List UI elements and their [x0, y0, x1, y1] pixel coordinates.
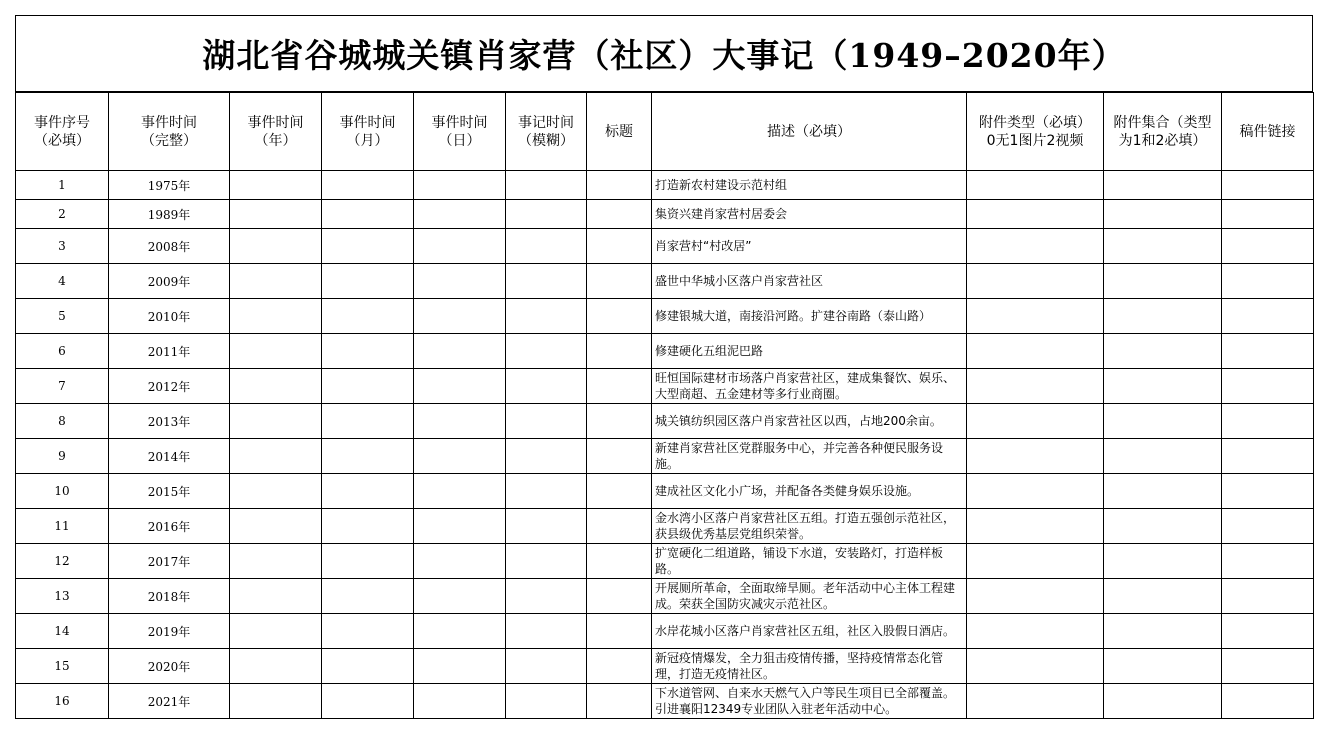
link-cell[interactable]: [1222, 684, 1314, 719]
description-cell[interactable]: 旺恒国际建材市场落户肖家营社区，建成集餐饮、娱乐、大型商超、五金建材等多行业商圈。: [652, 369, 967, 404]
fuzzy-time-cell[interactable]: [506, 404, 587, 439]
day-cell[interactable]: [414, 229, 506, 264]
year-cell[interactable]: [230, 404, 322, 439]
attachment-type-cell[interactable]: [967, 200, 1104, 229]
attachment-set-cell[interactable]: [1104, 229, 1222, 264]
events-table: [15, 92, 1314, 719]
header-cell: 附件类型（必填） 0无1图片2视频: [967, 93, 1104, 171]
description-cell[interactable]: 集资兴建肖家营村居委会: [652, 200, 967, 229]
description-cell[interactable]: 盛世中华城小区落户肖家营社区: [652, 264, 967, 299]
attachment-set-cell[interactable]: [1104, 264, 1222, 299]
table-row: [16, 229, 1314, 264]
description-cell[interactable]: 下水道管网、自来水天燃气入户等民生项目已全部覆盖。引进襄阳12349专业团队入驻老年活动中心。: [652, 684, 967, 719]
table-row: [16, 171, 1314, 200]
attachment-set-cell[interactable]: [1104, 299, 1222, 334]
table-row: [16, 264, 1314, 299]
attachment-type-cell[interactable]: [967, 369, 1104, 404]
year-cell[interactable]: [230, 544, 322, 579]
table-row: [16, 684, 1314, 719]
year-cell[interactable]: [230, 509, 322, 544]
title-cell[interactable]: [587, 474, 652, 509]
title-cell[interactable]: [587, 579, 652, 614]
link-cell[interactable]: [1222, 509, 1314, 544]
link-cell[interactable]: [1222, 649, 1314, 684]
day-cell[interactable]: [414, 200, 506, 229]
attachment-set-cell[interactable]: [1104, 614, 1222, 649]
table-row: [16, 404, 1314, 439]
header-cell: 事件时间 （日）: [414, 93, 506, 171]
year-cell[interactable]: [230, 264, 322, 299]
fuzzy-time-cell[interactable]: [506, 649, 587, 684]
attachment-set-cell[interactable]: [1104, 544, 1222, 579]
event-time-cell[interactable]: 2018年: [109, 579, 230, 614]
day-cell[interactable]: [414, 684, 506, 719]
day-cell[interactable]: [414, 579, 506, 614]
month-cell[interactable]: [322, 229, 414, 264]
description-cell[interactable]: 修建硬化五组泥巴路: [652, 334, 967, 369]
title-cell[interactable]: [587, 369, 652, 404]
fuzzy-time-cell[interactable]: [506, 684, 587, 719]
title-cell[interactable]: [587, 439, 652, 474]
event-number-cell[interactable]: 8: [16, 404, 109, 439]
event-time-cell[interactable]: 2008年: [109, 229, 230, 264]
description-cell[interactable]: 新建肖家营社区党群服务中心，并完善各种便民服务设施。: [652, 439, 967, 474]
attachment-set-cell[interactable]: [1104, 200, 1222, 229]
event-number-cell[interactable]: 16: [16, 684, 109, 719]
event-time-cell[interactable]: 2013年: [109, 404, 230, 439]
month-cell[interactable]: [322, 264, 414, 299]
attachment-type-cell[interactable]: [967, 299, 1104, 334]
table-row: [16, 649, 1314, 684]
year-cell[interactable]: [230, 299, 322, 334]
header-cell: 事件序号 （必填）: [16, 93, 109, 171]
event-time-cell[interactable]: 2017年: [109, 544, 230, 579]
day-cell[interactable]: [414, 439, 506, 474]
month-cell[interactable]: [322, 614, 414, 649]
event-time-cell[interactable]: 2011年: [109, 334, 230, 369]
attachment-type-cell[interactable]: [967, 404, 1104, 439]
attachment-type-cell[interactable]: [967, 544, 1104, 579]
month-cell[interactable]: [322, 200, 414, 229]
month-cell[interactable]: [322, 544, 414, 579]
table-row: [16, 544, 1314, 579]
event-number-cell[interactable]: 3: [16, 229, 109, 264]
month-cell[interactable]: [322, 334, 414, 369]
header-cell: 事记时间 （模糊）: [506, 93, 587, 171]
fuzzy-time-cell[interactable]: [506, 369, 587, 404]
day-cell[interactable]: [414, 509, 506, 544]
title-cell[interactable]: [587, 509, 652, 544]
event-time-cell[interactable]: 1989年: [109, 200, 230, 229]
table-row: [16, 614, 1314, 649]
day-cell[interactable]: [414, 369, 506, 404]
event-time-cell[interactable]: 2009年: [109, 264, 230, 299]
event-number-cell[interactable]: 11: [16, 509, 109, 544]
month-cell[interactable]: [322, 404, 414, 439]
link-cell[interactable]: [1222, 544, 1314, 579]
attachment-set-cell[interactable]: [1104, 439, 1222, 474]
link-cell[interactable]: [1222, 229, 1314, 264]
table-row: [16, 200, 1314, 229]
title-cell[interactable]: [587, 229, 652, 264]
link-cell[interactable]: [1222, 404, 1314, 439]
fuzzy-time-cell[interactable]: [506, 264, 587, 299]
description-cell[interactable]: 开展厕所革命，全面取缔旱厕。老年活动中心主体工程建成。荣获全国防灾减灾示范社区。: [652, 579, 967, 614]
attachment-type-cell[interactable]: [967, 171, 1104, 200]
attachment-set-cell[interactable]: [1104, 369, 1222, 404]
page-title: 湖北省谷城城关镇肖家营（社区）大事记（1949–2020年）: [15, 15, 1313, 92]
title-cell[interactable]: [587, 649, 652, 684]
year-cell[interactable]: [230, 474, 322, 509]
link-cell[interactable]: [1222, 439, 1314, 474]
header-cell: 稿件链接: [1222, 93, 1314, 171]
fuzzy-time-cell[interactable]: [506, 299, 587, 334]
month-cell[interactable]: [322, 299, 414, 334]
link-cell[interactable]: [1222, 299, 1314, 334]
fuzzy-time-cell[interactable]: [506, 579, 587, 614]
event-time-cell[interactable]: 2016年: [109, 509, 230, 544]
table-row: [16, 334, 1314, 369]
fuzzy-time-cell[interactable]: [506, 544, 587, 579]
year-cell[interactable]: [230, 614, 322, 649]
title-cell[interactable]: [587, 334, 652, 369]
year-cell[interactable]: [230, 229, 322, 264]
event-time-cell[interactable]: 2015年: [109, 474, 230, 509]
attachment-set-cell[interactable]: [1104, 171, 1222, 200]
attachment-type-cell[interactable]: [967, 229, 1104, 264]
header-cell: 事件时间 （月）: [322, 93, 414, 171]
description-cell[interactable]: 修建银城大道，南接沿河路。扩建谷南路（泰山路）: [652, 299, 967, 334]
header-cell: 事件时间 （完整）: [109, 93, 230, 171]
day-cell[interactable]: [414, 544, 506, 579]
fuzzy-time-cell[interactable]: [506, 614, 587, 649]
year-cell[interactable]: [230, 334, 322, 369]
day-cell[interactable]: [414, 334, 506, 369]
link-cell[interactable]: [1222, 334, 1314, 369]
day-cell[interactable]: [414, 614, 506, 649]
year-cell[interactable]: [230, 171, 322, 200]
description-cell[interactable]: 新冠疫情爆发，全力狙击疫情传播，坚持疫情常态化管理，打造无疫情社区。: [652, 649, 967, 684]
day-cell[interactable]: [414, 264, 506, 299]
day-cell[interactable]: [414, 474, 506, 509]
event-time-cell[interactable]: 2010年: [109, 299, 230, 334]
header-cell: 附件集合（类型 为1和2必填）: [1104, 93, 1222, 171]
fuzzy-time-cell[interactable]: [506, 171, 587, 200]
table-row: [16, 299, 1314, 334]
event-number-cell[interactable]: 14: [16, 614, 109, 649]
title-cell[interactable]: [587, 614, 652, 649]
year-cell[interactable]: [230, 439, 322, 474]
title-cell[interactable]: [587, 544, 652, 579]
year-cell[interactable]: [230, 200, 322, 229]
event-time-cell[interactable]: 2014年: [109, 439, 230, 474]
link-cell[interactable]: [1222, 579, 1314, 614]
attachment-set-cell[interactable]: [1104, 404, 1222, 439]
event-number-cell[interactable]: 12: [16, 544, 109, 579]
attachment-set-cell[interactable]: [1104, 509, 1222, 544]
day-cell[interactable]: [414, 649, 506, 684]
event-number-cell[interactable]: 6: [16, 334, 109, 369]
event-number-cell[interactable]: 4: [16, 264, 109, 299]
title-cell[interactable]: [587, 299, 652, 334]
day-cell[interactable]: [414, 299, 506, 334]
event-number-cell[interactable]: 9: [16, 439, 109, 474]
link-cell[interactable]: [1222, 264, 1314, 299]
description-cell[interactable]: 扩宽硬化二组道路，铺设下水道，安装路灯，打造样板路。: [652, 544, 967, 579]
attachment-set-cell[interactable]: [1104, 684, 1222, 719]
description-cell[interactable]: 城关镇纺织园区落户肖家营社区以西，占地200余亩。: [652, 404, 967, 439]
table-row: [16, 369, 1314, 404]
link-cell[interactable]: [1222, 474, 1314, 509]
fuzzy-time-cell[interactable]: [506, 334, 587, 369]
event-time-cell[interactable]: 2021年: [109, 684, 230, 719]
title-cell[interactable]: [587, 264, 652, 299]
day-cell[interactable]: [414, 404, 506, 439]
event-number-cell[interactable]: 1: [16, 171, 109, 200]
header-cell: 描述（必填）: [652, 93, 967, 171]
day-cell[interactable]: [414, 171, 506, 200]
attachment-type-cell[interactable]: [967, 439, 1104, 474]
attachment-type-cell[interactable]: [967, 684, 1104, 719]
month-cell[interactable]: [322, 579, 414, 614]
fuzzy-time-cell[interactable]: [506, 200, 587, 229]
fuzzy-time-cell[interactable]: [506, 229, 587, 264]
link-cell[interactable]: [1222, 200, 1314, 229]
table-row: [16, 474, 1314, 509]
title-cell[interactable]: [587, 684, 652, 719]
attachment-type-cell[interactable]: [967, 474, 1104, 509]
attachment-type-cell[interactable]: [967, 264, 1104, 299]
attachment-set-cell[interactable]: [1104, 649, 1222, 684]
description-cell[interactable]: 金水湾小区落户肖家营社区五组。打造五强创示范社区，获县级优秀基层党组织荣誉。: [652, 509, 967, 544]
description-cell[interactable]: 打造新农村建设示范村组: [652, 171, 967, 200]
header-cell: 事件时间 （年）: [230, 93, 322, 171]
event-number-cell[interactable]: 10: [16, 474, 109, 509]
attachment-type-cell[interactable]: [967, 509, 1104, 544]
header-cell: 标题: [587, 93, 652, 171]
header-row: [16, 93, 1314, 171]
attachment-type-cell[interactable]: [967, 579, 1104, 614]
event-time-cell[interactable]: 2020年: [109, 649, 230, 684]
description-cell[interactable]: 水岸花城小区落户肖家营社区五组，社区入股假日酒店。: [652, 614, 967, 649]
month-cell[interactable]: [322, 171, 414, 200]
event-number-cell[interactable]: 5: [16, 299, 109, 334]
link-cell[interactable]: [1222, 614, 1314, 649]
title-cell[interactable]: [587, 404, 652, 439]
table-row: [16, 439, 1314, 474]
event-number-cell[interactable]: 15: [16, 649, 109, 684]
month-cell[interactable]: [322, 509, 414, 544]
year-cell[interactable]: [230, 649, 322, 684]
attachment-type-cell[interactable]: [967, 334, 1104, 369]
table-row: [16, 509, 1314, 544]
month-cell[interactable]: [322, 439, 414, 474]
event-number-cell[interactable]: 7: [16, 369, 109, 404]
fuzzy-time-cell[interactable]: [506, 474, 587, 509]
title-cell[interactable]: [587, 171, 652, 200]
month-cell[interactable]: [322, 684, 414, 719]
spreadsheet: [15, 15, 1313, 719]
attachment-set-cell[interactable]: [1104, 474, 1222, 509]
link-cell[interactable]: [1222, 171, 1314, 200]
title-cell[interactable]: [587, 200, 652, 229]
event-number-cell[interactable]: 2: [16, 200, 109, 229]
month-cell[interactable]: [322, 474, 414, 509]
year-cell[interactable]: [230, 684, 322, 719]
table-row: [16, 579, 1314, 614]
link-cell[interactable]: [1222, 369, 1314, 404]
description-cell[interactable]: 建成社区文化小广场，并配备各类健身娱乐设施。: [652, 474, 967, 509]
fuzzy-time-cell[interactable]: [506, 509, 587, 544]
event-time-cell[interactable]: 2019年: [109, 614, 230, 649]
attachment-type-cell[interactable]: [967, 649, 1104, 684]
attachment-set-cell[interactable]: [1104, 579, 1222, 614]
month-cell[interactable]: [322, 369, 414, 404]
attachment-set-cell[interactable]: [1104, 334, 1222, 369]
year-cell[interactable]: [230, 579, 322, 614]
event-time-cell[interactable]: 1975年: [109, 171, 230, 200]
fuzzy-time-cell[interactable]: [506, 439, 587, 474]
attachment-type-cell[interactable]: [967, 614, 1104, 649]
description-cell[interactable]: 肖家营村“村改居”: [652, 229, 967, 264]
event-number-cell[interactable]: 13: [16, 579, 109, 614]
year-cell[interactable]: [230, 369, 322, 404]
event-time-cell[interactable]: 2012年: [109, 369, 230, 404]
month-cell[interactable]: [322, 649, 414, 684]
